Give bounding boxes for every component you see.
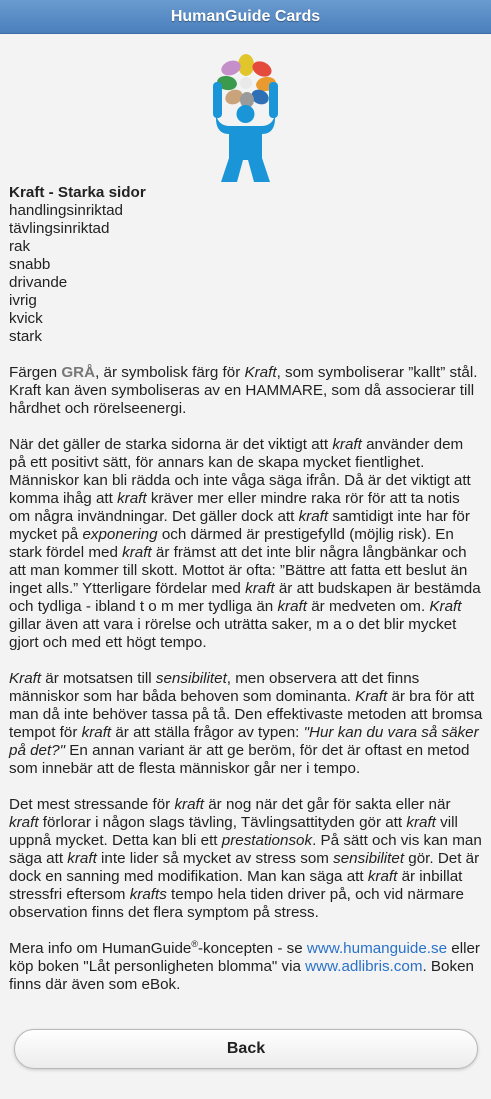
text-run: -koncepten - se bbox=[197, 940, 307, 957]
page-title: HumanGuide Cards bbox=[170, 8, 321, 25]
info-paragraph bbox=[9, 940, 483, 994]
text-run: är främst att det inte blir några långbänkar och att man kommer till skott. Mottot är ofta: ”Bättre att fatta ett beslut än inget alls.” Ytterligare fördelar med bbox=[9, 544, 468, 597]
trait-item: drivande bbox=[9, 274, 68, 291]
text-run: är att budskapen är bestämda och tydliga - ibland t o m mer tydliga än bbox=[9, 580, 481, 615]
emphasis-text: kraft bbox=[81, 724, 112, 741]
text-run: En annan variant är att ge beröm, för det är oftast en metod som innebär att de flesta människor går ner i tempo. bbox=[9, 742, 470, 777]
text-run: . På sätt och vis kan man säga att bbox=[9, 832, 482, 867]
emphasis-text: kraft bbox=[406, 814, 436, 831]
text-run: kräver mer eller mindre raka rör för att ta notis om några invändningar. Det gäller dock att bbox=[9, 490, 460, 525]
text-run: . Boken finns där även som eBok. bbox=[9, 958, 474, 993]
trait-item: handlingsinriktad bbox=[9, 202, 123, 219]
emphasis-text: kraft bbox=[122, 544, 152, 561]
text-run: vill uppnå mycket. Detta kan bli ett bbox=[9, 814, 458, 849]
stress-paragraph bbox=[9, 796, 483, 922]
text-run: och därmed är prestigefylld (möjlig risk). En stark fördel med bbox=[9, 526, 454, 561]
flower-petals bbox=[216, 54, 277, 108]
trait-item: ivrig bbox=[9, 292, 37, 309]
text-run: Färgen bbox=[9, 364, 62, 381]
text-run: förlorar i någon slags tävling, Tävlingsattityden gör att bbox=[38, 814, 407, 831]
text-run: är att ställa frågor av typen: bbox=[111, 724, 304, 741]
humanguide-logo-icon bbox=[198, 48, 293, 184]
text-run: samtidigt inte har för mycket på bbox=[9, 508, 470, 543]
emphasis-text: kraft bbox=[174, 796, 204, 813]
text-run: gillar även att vara i rörelse och uträtta saker, m a o det blir mycket gjort och med ett högt tempo. bbox=[9, 616, 457, 651]
text-run: eller köp boken "Låt personligheten blomma" via bbox=[9, 940, 480, 975]
text-run: är medveten om. bbox=[307, 598, 430, 615]
text-run: inte lider så mycket av stress som bbox=[96, 850, 334, 867]
back-button-label: Back bbox=[226, 1040, 266, 1057]
text-run: Mera info om HumanGuide bbox=[9, 940, 192, 957]
text-run: är motsatsen till bbox=[41, 670, 156, 687]
strengths-paragraph bbox=[9, 436, 483, 652]
emphasis-text: kraft bbox=[9, 814, 39, 831]
trait-item: stark bbox=[9, 328, 42, 345]
text-run: , som symboliserar ”kallt” stål. Kraft kan även symboliseras av en HAMMARE, som då associerar till hårdhet och rörelseenergi. bbox=[9, 364, 478, 417]
emphasis-text: kraft bbox=[245, 580, 275, 597]
opposite-paragraph bbox=[9, 670, 483, 778]
emphasis-text: Kraft bbox=[355, 688, 388, 705]
emphasis-text: kraft bbox=[332, 436, 362, 453]
adlibris-link[interactable]: www.adlibris.com bbox=[305, 958, 423, 975]
emphasis-text: kraft bbox=[117, 490, 147, 507]
emphasis-text: kraft bbox=[277, 598, 307, 615]
strengths-section bbox=[9, 184, 483, 346]
text-run: tempo hela tiden driver på, och vid närmare observation finns det flera symptom på stress. bbox=[9, 886, 464, 921]
emphasis-text: sensibilitet bbox=[155, 670, 227, 687]
emphasis-text: prestationsok bbox=[221, 832, 313, 849]
registered-mark: ® bbox=[191, 938, 198, 949]
emphasis-text: Kraft bbox=[244, 364, 277, 381]
text-run: använder dem på ett positivt sätt, för annars kan de skapa mycket fientlighet. Människor kan bli rädda och inte våga säga ifrån. Då är det viktigt att komma ihåg att bbox=[9, 436, 471, 507]
trait-item: snabb bbox=[9, 256, 51, 273]
emphasis-text: kraft bbox=[367, 868, 398, 885]
humanguide-link[interactable]: www.humanguide.se bbox=[306, 940, 448, 957]
text-run: är bra för att man då inte behöver tassa på tå. Den effektivaste metoden att bromsa tempot för bbox=[9, 688, 483, 741]
emphasis-text: Kraft bbox=[429, 598, 462, 615]
emphasis-text: "Hur kan du vara så säker på det?" bbox=[9, 724, 479, 759]
emphasis-text: Kraft bbox=[9, 670, 42, 687]
title-bar bbox=[0, 0, 491, 34]
color-paragraph bbox=[9, 364, 483, 418]
text-run: är inbillat stressfri eftersom bbox=[9, 868, 463, 903]
text-run: När det gäller de starka sidorna är det viktigt att bbox=[9, 436, 333, 453]
trait-item: kvick bbox=[9, 310, 43, 327]
emphasis-text: kraft bbox=[67, 850, 97, 867]
card-content bbox=[9, 184, 483, 1012]
trait-item: tävlingsinriktad bbox=[9, 220, 110, 237]
emphasis-text: exponering bbox=[82, 526, 158, 543]
text-run: är nog när det går för sakta eller när bbox=[204, 796, 451, 813]
emphasis-text: sensibilitet bbox=[333, 850, 405, 867]
section-heading: Kraft - Starka sidor bbox=[9, 184, 146, 201]
back-button[interactable] bbox=[14, 1029, 478, 1069]
text-run: , är symbolisk färg för bbox=[95, 364, 245, 381]
text-run: gör. Det är dock en sanning med modifikation. Man kan säga att bbox=[9, 850, 480, 885]
emphasis-text: kraft bbox=[298, 508, 329, 525]
text-run: , men observera att det finns människor som har båda behoven som dominanta. bbox=[9, 670, 420, 705]
color-name: GRÅ bbox=[61, 364, 96, 381]
trait-item: rak bbox=[9, 238, 31, 255]
emphasis-text: krafts bbox=[129, 886, 167, 903]
text-run: Det mest stressande för bbox=[9, 796, 175, 813]
